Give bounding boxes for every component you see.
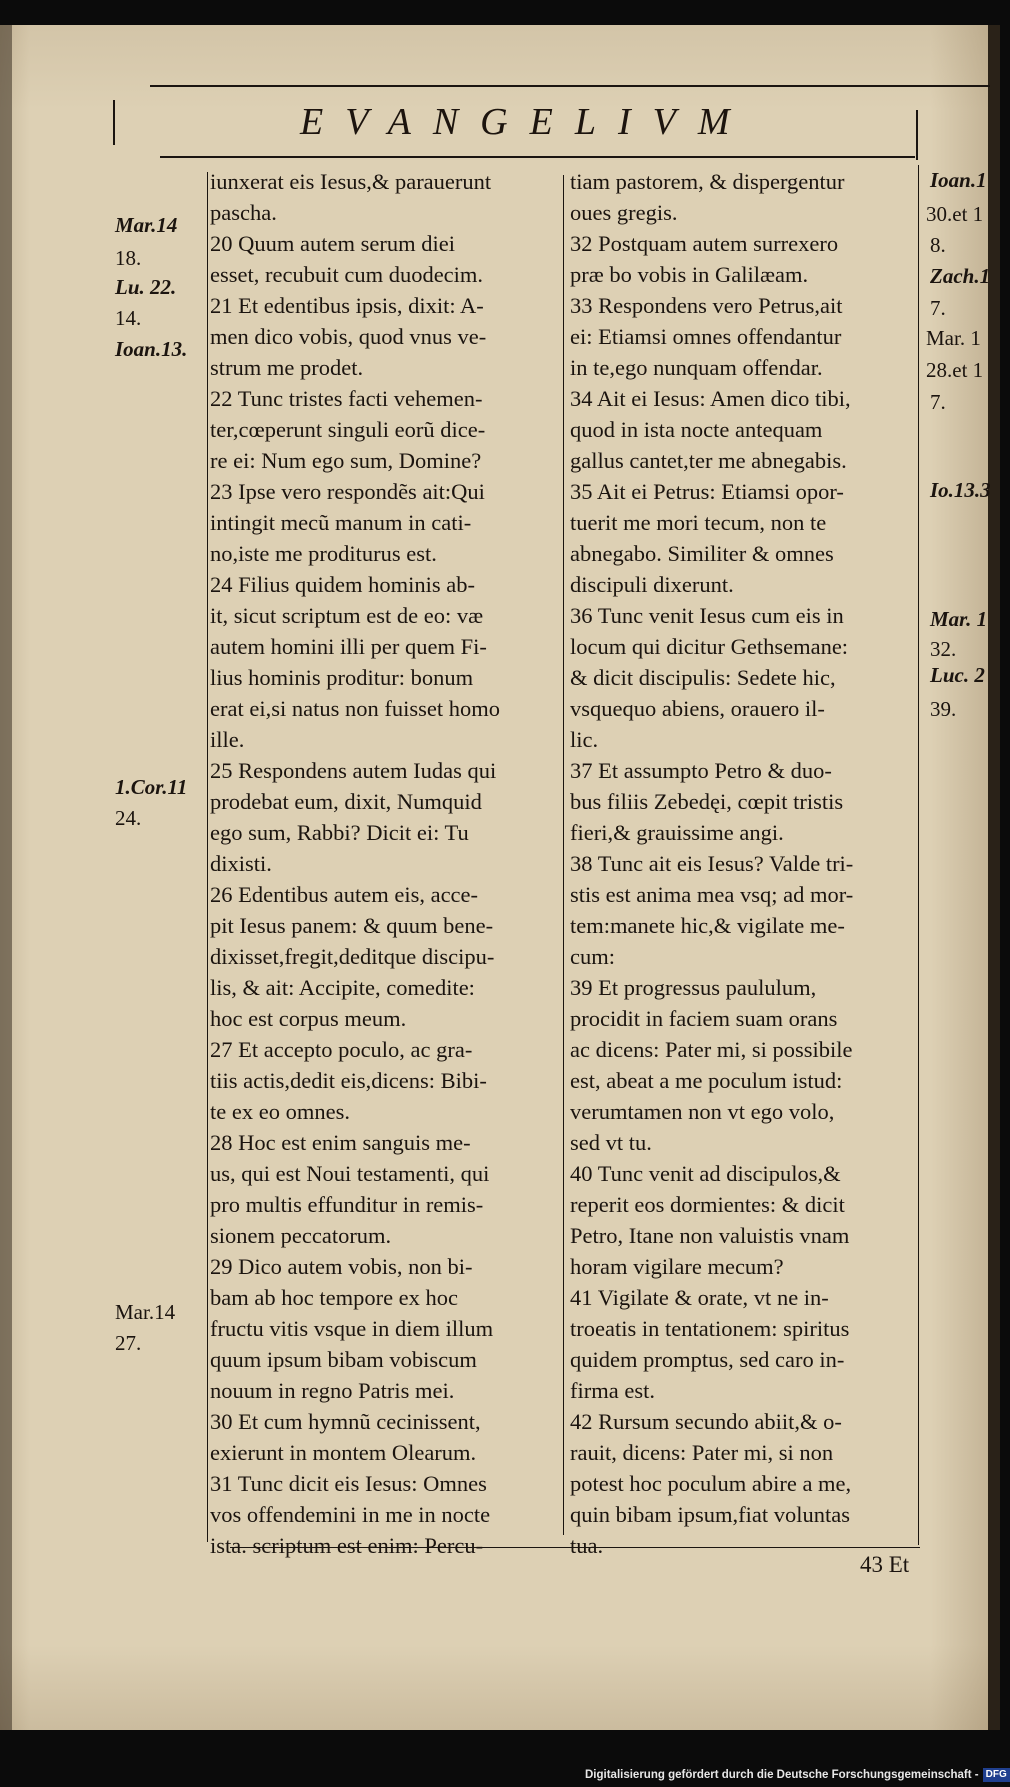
text-line: gallus cantet,ter me abnegabis.	[570, 448, 847, 473]
text-line: abnegabo. Similiter & omnes	[570, 541, 834, 566]
text-line: 33 Respondens vero Petrus,ait	[570, 293, 843, 318]
margin-reference: 18.	[115, 246, 142, 270]
text-line: bam ab hoc tempore ex hoc	[210, 1285, 459, 1310]
text-line: 21 Et edentibus ipsis, dixit: A-	[210, 293, 484, 318]
text-line: sionem peccatorum.	[210, 1223, 392, 1248]
left-text-column	[210, 166, 560, 1561]
footer-text: Digitalisierung gefördert durch die Deutsche Forschungsgemeinschaft -	[585, 1769, 979, 1781]
text-line: iunxerat eis Iesus,& parauerunt	[210, 169, 492, 194]
text-line: nouum in regno Patris mei.	[210, 1378, 455, 1403]
text-line: ista. scriptum est enim: Percu-	[210, 1533, 484, 1558]
text-line: dixisset,fregit,deditque discipu-	[210, 944, 495, 969]
text-line: præ bo vobis in Galilæam.	[570, 262, 809, 287]
text-line: prodebat eum, dixit, Numquid	[210, 789, 482, 814]
margin-reference: Mar. 1	[930, 607, 988, 631]
margin-reference: Io.13.3	[930, 478, 991, 502]
text-line: quidem promptus, sed caro in-	[570, 1347, 845, 1372]
text-line: ac dicens: Pater mi, si possibile	[570, 1037, 853, 1062]
margin-reference: Lu. 22.	[115, 275, 177, 299]
right-border-rule	[918, 165, 919, 1545]
text-line: oues gregis.	[570, 200, 678, 225]
margin-reference: 24.	[115, 806, 142, 830]
text-line: 26 Edentibus autem eis, acce-	[210, 882, 479, 907]
margin-reference: Mar.14	[115, 213, 178, 237]
text-line: 30 Et cum hymnũ cecinissent,	[210, 1409, 481, 1434]
text-line: intingit mecũ manum in cati-	[210, 510, 472, 535]
text-line: tem:manete hic,& vigilate me-	[570, 913, 845, 938]
text-line: in te,ego nunquam offendar.	[570, 355, 823, 380]
text-line: rauit, dicens: Pater mi, si non	[570, 1440, 834, 1465]
text-line: firma est.	[570, 1378, 655, 1403]
text-line: lis, & ait: Accipite, comedite:	[210, 975, 475, 1000]
text-line: 20 Quum autem serum diei	[210, 231, 455, 256]
text-line: 42 Rursum secundo abiit,& o-	[570, 1409, 842, 1434]
text-line: 25 Respondens autem Iudas qui	[210, 758, 497, 783]
text-line: 24 Filius quidem hominis ab-	[210, 572, 476, 597]
text-line: 29 Dico autem vobis, non bi-	[210, 1254, 473, 1279]
text-line: reperit eos dormientes: & dicit	[570, 1192, 845, 1217]
margin-reference: 28.et 1	[926, 358, 984, 382]
text-line: discipuli dixerunt.	[570, 572, 734, 597]
text-line: horam vigilare mecum?	[570, 1254, 784, 1279]
text-line: it, sicut scriptum est de eo: væ	[210, 603, 484, 628]
text-line: 27 Et accepto poculo, ac gra-	[210, 1037, 473, 1062]
left-border-rule	[207, 172, 208, 1542]
text-line: 39 Et progressus paululum,	[570, 975, 817, 1000]
text-line: quin bibam ipsum,fiat voluntas	[570, 1502, 850, 1527]
margin-reference: 27.	[115, 1331, 142, 1355]
text-line: lius hominis proditur: bonum	[210, 665, 474, 690]
margin-reference: 8.	[930, 233, 946, 257]
text-line: 35 Ait ei Petrus: Etiamsi opor-	[570, 479, 844, 504]
text-line: stis est anima mea vsq; ad mor-	[570, 882, 854, 907]
text-line: 32 Postquam autem surrexero	[570, 231, 839, 256]
text-line: fructu vitis vsque in diem illum	[210, 1316, 494, 1341]
text-line: ille.	[210, 727, 245, 752]
margin-reference: 7.	[930, 390, 946, 414]
text-line: erat ei,si natus non fuisset homo	[210, 696, 500, 721]
text-line: tuerit me mori tecum, non te	[570, 510, 827, 535]
text-line: tiis actis,dedit eis,dicens: Bibi-	[210, 1068, 487, 1093]
text-line: vsquequo abiens, orauero il-	[570, 696, 825, 721]
text-line: autem homini illi per quem Fi-	[210, 634, 487, 659]
column-divider	[563, 175, 564, 1535]
margin-reference: Mar.14	[115, 1300, 176, 1324]
margin-reference: Ioan.13.	[115, 337, 188, 361]
margin-reference: 32.	[930, 637, 957, 661]
header-left-rule	[113, 100, 115, 145]
margin-reference: Ioan.1	[930, 168, 987, 192]
text-line: 41 Vigilate & orate, vt ne in-	[570, 1285, 829, 1310]
text-line: hoc est corpus meum.	[210, 1006, 407, 1031]
text-line: ei: Etiamsi omnes offendantur	[570, 324, 842, 349]
text-line: verumtamen non vt ego volo,	[570, 1099, 835, 1124]
catchword: 43 Et	[860, 1552, 910, 1577]
text-line: locum qui dicitur Gethsemane:	[570, 634, 849, 659]
right-text-column	[570, 166, 915, 1561]
text-line: pit Iesus panem: & quum bene-	[210, 913, 494, 938]
text-line: 22 Tunc tristes facti vehemen-	[210, 386, 483, 411]
margin-reference: 7.	[930, 296, 946, 320]
text-line: procidit in faciem suam orans	[570, 1006, 838, 1031]
text-line: quod in ista nocte antequam	[570, 417, 823, 442]
text-line: dixisti.	[210, 851, 272, 876]
text-line: troeatis in tentationem: spiritus	[570, 1316, 850, 1341]
text-line: 40 Tunc venit ad discipulos,&	[570, 1161, 841, 1186]
text-line: 31 Tunc dicit eis Iesus: Omnes	[210, 1471, 487, 1496]
footer	[585, 1766, 1010, 1784]
margin-reference: 39.	[930, 697, 957, 721]
text-line: tua.	[570, 1533, 604, 1558]
text-line: fieri,& grauissime angi.	[570, 820, 784, 845]
margin-reference: 30.et 1	[926, 202, 984, 226]
text-line: quum ipsum bibam vobiscum	[210, 1347, 477, 1372]
margin-reference: 14.	[115, 306, 142, 330]
text-line: est, abeat a me poculum istud:	[570, 1068, 843, 1093]
text-line: Petro, Itane non valuistis vnam	[570, 1223, 850, 1248]
text-line: 36 Tunc venit Iesus cum eis in	[570, 603, 844, 628]
text-line: 23 Ipse vero respondẽs ait:Qui	[210, 479, 485, 504]
text-line: & dicit discipulis: Sedete hic,	[570, 665, 836, 690]
text-line: men dico vobis, quod vnus ve-	[210, 324, 487, 349]
text-line: strum me prodet.	[210, 355, 364, 380]
header-underline	[160, 156, 915, 158]
text-line: tiam pastorem, & dispergentur	[570, 169, 845, 194]
margin-reference: Zach.1	[930, 264, 991, 288]
text-line: re ei: Num ego sum, Domine?	[210, 448, 482, 473]
text-line: 37 Et assumpto Petro & duo-	[570, 758, 832, 783]
text-line: esset, recubuit cum duodecim.	[210, 262, 484, 287]
text-line: no,iste me proditurus est.	[210, 541, 437, 566]
text-line: 38 Tunc ait eis Iesus? Valde tri-	[570, 851, 854, 876]
text-line: cum:	[570, 944, 615, 969]
text-line: pascha.	[210, 200, 277, 225]
text-line: 28 Hoc est enim sanguis me-	[210, 1130, 471, 1155]
header-right-rule	[916, 110, 918, 160]
text-line: us, qui est Noui testamenti, qui	[210, 1161, 490, 1186]
running-title: EVANGELIVM	[300, 101, 752, 143]
margin-reference: 1.Cor.11	[115, 775, 188, 799]
text-line: ego sum, Rabbi? Dicit ei: Tu	[210, 820, 469, 845]
text-line: potest hoc poculum abire a me,	[570, 1471, 852, 1496]
text-line: exierunt in montem Olearum.	[210, 1440, 477, 1465]
text-line: pro multis effunditur in remis-	[210, 1192, 484, 1217]
text-line: te ex eo omnes.	[210, 1099, 350, 1124]
margin-reference: Mar. 1	[926, 326, 981, 350]
text-line: sed vt tu.	[570, 1130, 652, 1155]
top-rule	[150, 85, 990, 87]
page-shadow-edge	[0, 25, 12, 1730]
text-line: ter,cœperunt singuli eorũ dice-	[210, 417, 486, 442]
text-line: 34 Ait ei Iesus: Amen dico tibi,	[570, 386, 851, 411]
text-line: bus filiis Zebedęi, cœpit tristis	[570, 789, 844, 814]
margin-reference: Luc. 2	[930, 663, 985, 687]
dfg-logo: DFG	[983, 1768, 1010, 1782]
text-line: lic.	[570, 727, 599, 752]
text-line: vos offendemini in me in nocte	[210, 1502, 491, 1527]
